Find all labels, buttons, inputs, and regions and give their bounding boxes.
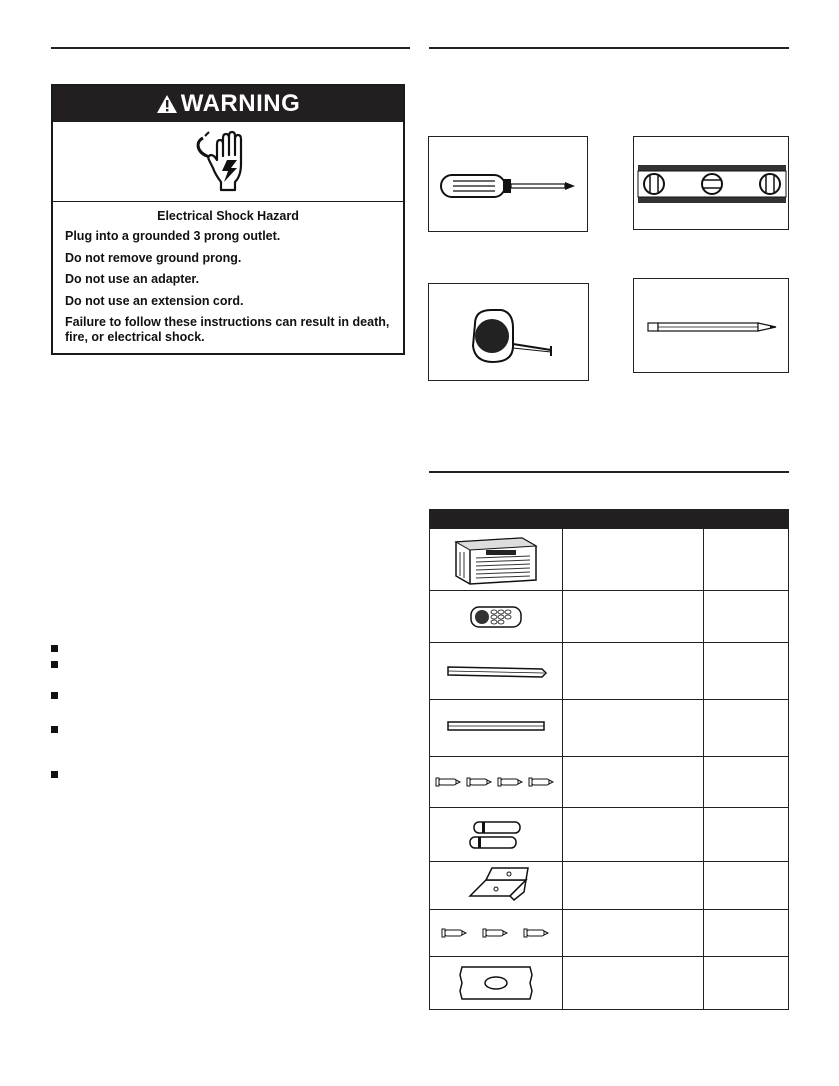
side-panel-rail-icon <box>430 643 562 699</box>
list-bullet <box>51 692 58 699</box>
column-divider <box>703 510 704 1009</box>
bracket-screws-icon <box>430 910 562 956</box>
parts-table-header <box>430 510 788 529</box>
warning-line: Do not remove ground prong. <box>65 250 242 265</box>
warning-header <box>53 86 403 122</box>
air-conditioner-icon <box>430 530 562 590</box>
electrical-shock-hand-icon <box>193 130 263 194</box>
list-bullet <box>51 661 58 668</box>
tool-tape-measure <box>428 283 589 381</box>
warning-panel <box>51 84 405 355</box>
tool-screwdriver <box>428 136 588 232</box>
foam-seal-icon <box>430 957 562 1009</box>
remote-control-icon <box>430 591 562 642</box>
warning-line: Do not use an adapter. <box>65 272 200 286</box>
top-rail-icon <box>430 700 562 756</box>
warning-line: Plug into a grounded 3 prong outlet. <box>65 229 281 243</box>
list-bullet <box>51 771 58 778</box>
shock-icon-area <box>53 122 403 202</box>
column-divider <box>562 510 563 1009</box>
batteries-icon <box>430 808 562 861</box>
warning-triangle-icon <box>156 94 178 114</box>
warning-hazard-title: Electrical Shock Hazard <box>157 209 299 223</box>
right-section-rule-top <box>429 47 789 49</box>
tool-level <box>633 136 789 230</box>
level-icon <box>634 137 790 231</box>
list-bullet <box>51 726 58 733</box>
parts-table <box>429 509 789 1010</box>
list-bullet <box>51 645 58 652</box>
left-section-rule <box>51 47 410 49</box>
right-section-rule-parts <box>429 471 789 473</box>
panel-screws-icon <box>430 757 562 807</box>
tool-pencil <box>633 278 789 373</box>
warning-title: WARNING <box>180 90 301 117</box>
warning-line: Do not use an extension cord. <box>65 293 244 308</box>
pencil-icon <box>634 279 790 374</box>
screwdriver-icon <box>429 137 589 233</box>
security-bracket-icon <box>430 862 562 909</box>
warning-line: Failure to follow these instructions can result in death, fire, or electrical shock. <box>65 315 390 344</box>
tape-measure-icon <box>429 284 590 382</box>
